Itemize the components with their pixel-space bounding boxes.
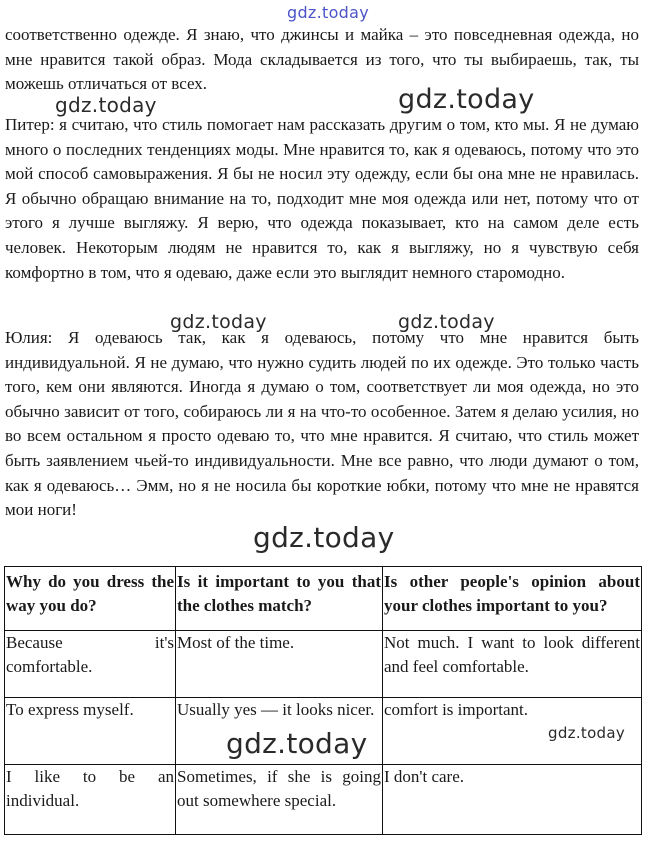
- watermark: gdz.today: [170, 311, 267, 333]
- watermark: gdz.today: [548, 724, 626, 742]
- paragraph-intro: соответственно одежде. Я знаю, что джинсы и майка – это повседневная одежда, но мне нравится такой образ. Мода складывается из того, что ты выбираешь, так, ты можешь отличаться от всех.: [5, 25, 639, 94]
- header-why-dress: Why do you dress the way you do?: [5, 567, 176, 631]
- table-cell: Most of the time.: [176, 631, 383, 698]
- table-row: [5, 631, 642, 698]
- table-cell: To express myself.: [5, 698, 176, 765]
- watermark: gdz.today: [55, 93, 157, 117]
- header-others-opinion: Is other people's opinion about your clothes important to you?: [383, 567, 642, 631]
- watermark: gdz.today: [398, 84, 535, 115]
- table-cell: Sometimes, if she is going out somewhere special.: [176, 765, 383, 835]
- watermark: gdz.today: [398, 311, 495, 333]
- table-cell: Usually yes — it looks nicer.: [176, 698, 383, 765]
- table-header-row: [5, 567, 642, 631]
- table-cell: Because it's comfortable.: [5, 631, 176, 698]
- paragraph-julia: Юлия: Я одеваюсь так, как я одеваюсь, потому что мне нравится быть индивидуальной. Я не думаю, что нужно судить людей по их одежде. Это только часть того, кем они являются. Иногда я думаю о том, соответствует ли моя одежда, но это обычно зависит от того, собираюсь ли я на что-то особенное. Затем я делаю усилия, но во всем остальном я просто одеваю то, что мне нравится. Я считаю, что стиль может быть заявлением чьей-то индивидуальности. Мне все равно, что люди думают о том, как я одеваюсь… Эмм, но я не носила бы короткие юбки, потому что мне не нравятся мои ноги!: [5, 328, 639, 520]
- table-cell: comfort is important.: [383, 698, 642, 765]
- table-cell: I like to be an individual.: [5, 765, 176, 835]
- header-clothes-match: Is it important to you that the clothes match?: [176, 567, 383, 631]
- watermark: gdz.today: [253, 521, 395, 554]
- table-row: [5, 765, 642, 835]
- table-cell: I don't care.: [383, 765, 642, 835]
- watermark: gdz.today: [226, 727, 368, 760]
- answers-table: [4, 566, 642, 835]
- watermark-top: gdz.today: [287, 3, 369, 22]
- table-cell: Not much. I want to look different and feel comfortable.: [383, 631, 642, 698]
- paragraph-peter: Питер: я считаю, что стиль помогает нам рассказать другим о том, кто мы. Я не думаю много о последних тенденциях моды. Мне нравится то, как я одеваюсь, потому что это мой способ самовыражения. Я бы не носил эту одежду, если бы она мне не нравилась. Я обычно обращаю внимание на то, подходит мне моя одежда или нет, потому что от этого я лучше выгляжу. Я верю, что одежда показывает, кто на самом деле есть человек. Некоторым людям не нравится то, как я выгляжу, но я чувствую себя комфортно в том, что я одеваю, даже если это выглядит немного старомодно.: [5, 115, 639, 282]
